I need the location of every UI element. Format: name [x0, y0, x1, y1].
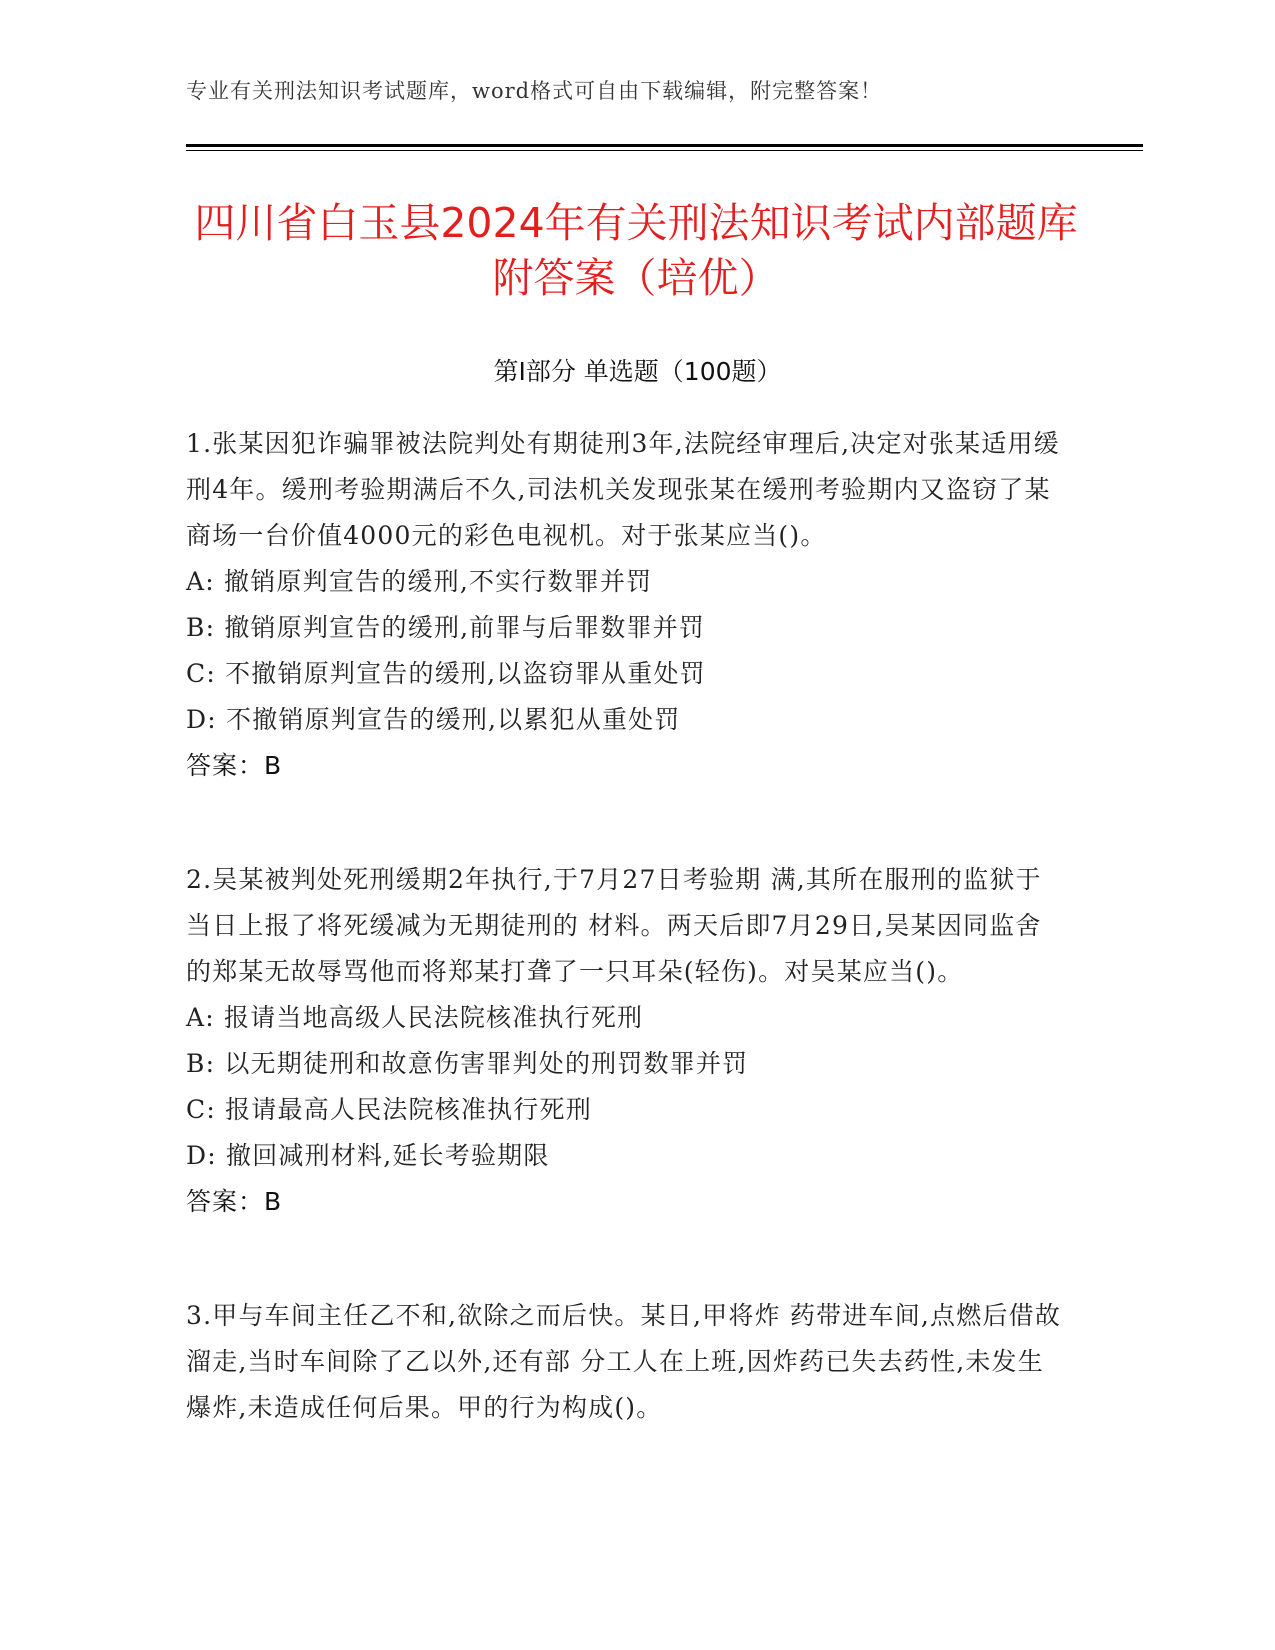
section-heading: 第I部分 单选题（100题）	[493, 357, 782, 386]
question-stem: 1.张某因犯诈骗罪被法院判处有期徒刑3年,法院经审理后,决定对张某适用缓刑4年。缓刑考验期满后不久,司法机关发现张某在缓刑考验期内又盗窃了某商场一台价值4000元的彩色电视机。对于张某应当()。	[186, 429, 1060, 550]
question-2	[186, 857, 1066, 1225]
header-note: 专业有关刑法知识考试题库，word格式可自由下载编辑，附完整答案！	[186, 79, 883, 103]
header-rule-thin	[186, 150, 1143, 151]
question-1	[186, 421, 1066, 789]
option-c: C: 不撤销原判宣告的缓刑,以盗窃罪从重处罚	[186, 659, 706, 688]
question-stem: 3.甲与车间主任乙不和,欲除之而后快。某日,甲将炸 药带进车间,点燃后借故溜走,当时车间除了乙以外,还有部 分工人在上班,因炸药已失去药性,未发生爆炸,未造成任何后果。甲的行为构成()。	[186, 1301, 1062, 1422]
option-d: D: 不撤销原判宣告的缓刑,以累犯从重处罚	[186, 705, 681, 734]
question-stem: 2.吴某被判处死刑缓期2年执行,于7月27日考验期 满,其所在服刑的监狱于当日上报了将死缓减为无期徒刑的 材料。两天后即7月29日,吴某因同监舍的郑某无故辱骂他而将郑某打聋了一只耳朵(轻伤)。对吴某应当()。	[186, 865, 1042, 986]
option-c: C: 报请最高人民法院核准执行死刑	[186, 1095, 592, 1124]
option-a: A: 撤销原判宣告的缓刑,不实行数罪并罚	[186, 567, 653, 596]
option-d: D: 撤回减刑材料,延长考验期限	[186, 1141, 550, 1170]
document-title: 四川省白玉县2024年有关刑法知识考试内部题库附答案（培优）	[194, 199, 1078, 302]
answer-line: 答案：B	[186, 1187, 283, 1216]
answer-line: 答案：B	[186, 751, 283, 780]
option-a: A: 报请当地高级人民法院核准执行死刑	[186, 1003, 644, 1032]
option-b: B: 以无期徒刑和故意伤害罪判处的刑罚数罪并罚	[186, 1049, 749, 1078]
question-3	[186, 1293, 1066, 1431]
header-rule-thick	[186, 144, 1143, 147]
option-b: B: 撤销原判宣告的缓刑,前罪与后罪数罪并罚	[186, 613, 706, 642]
